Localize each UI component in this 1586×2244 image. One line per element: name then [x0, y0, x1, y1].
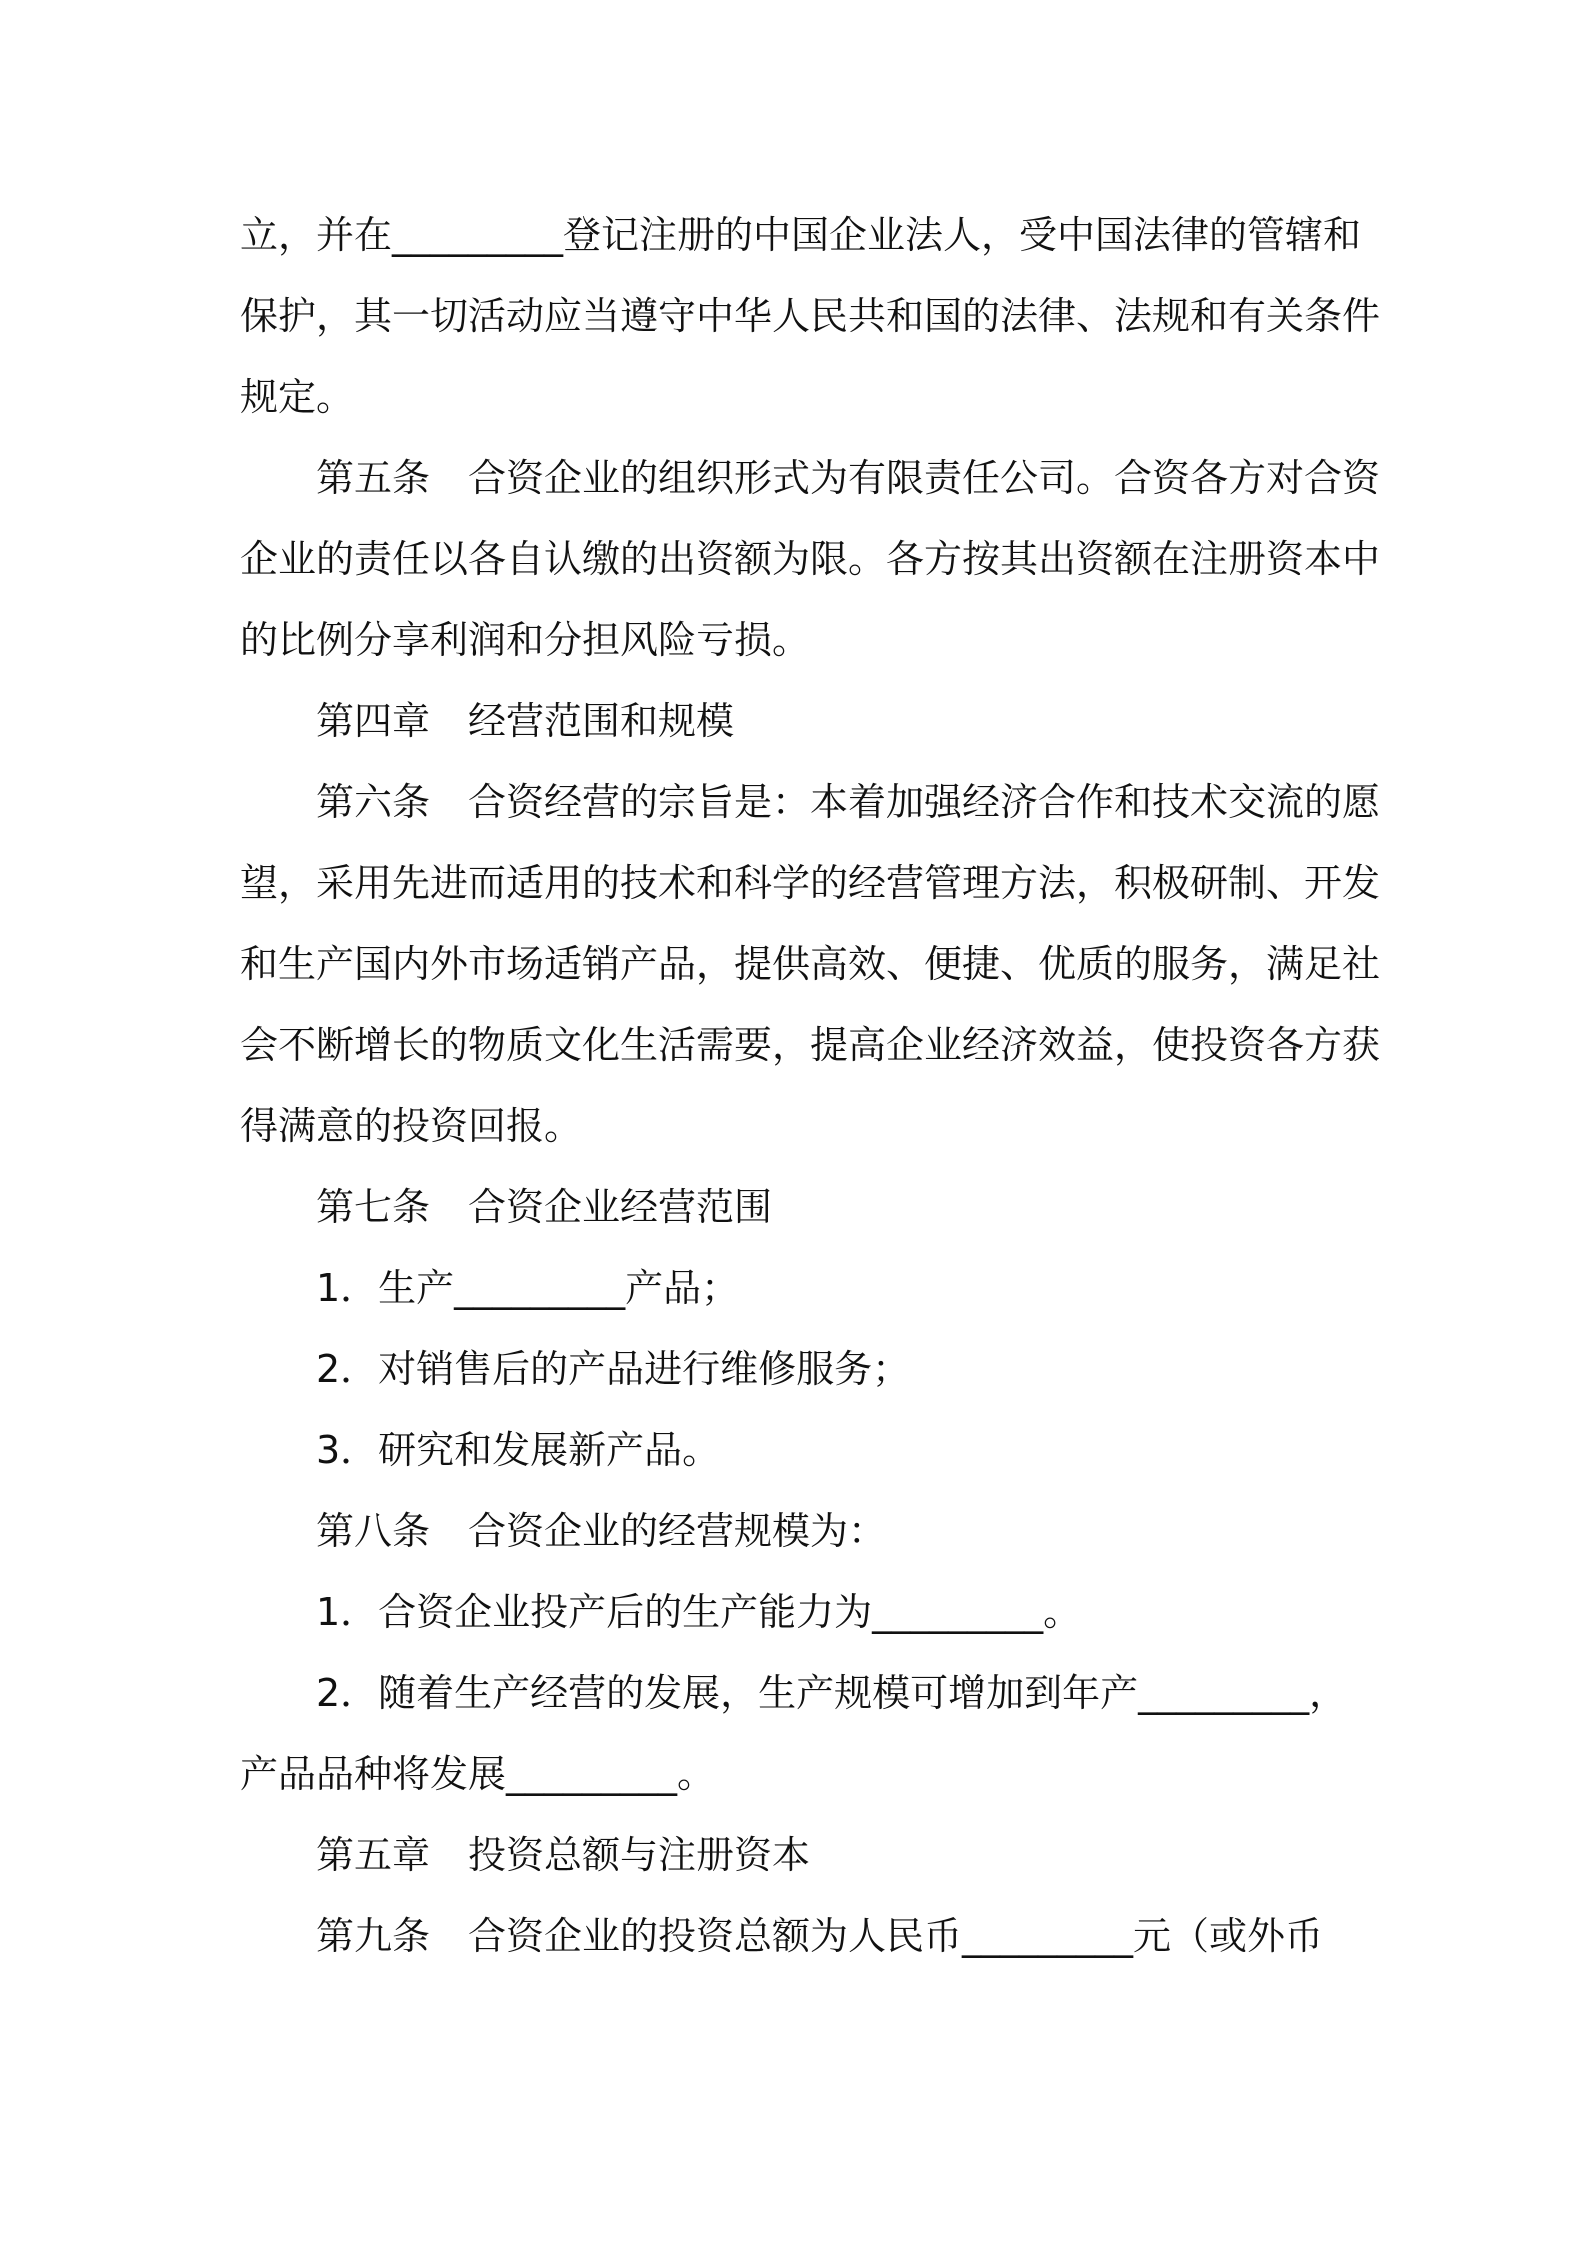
- text-line: 产品品种将发展_________。: [240, 1752, 716, 1796]
- text-line: 望，采用先进而适用的技术和科学的经营管理方法，积极研制、开发: [240, 861, 1381, 905]
- text-line: 企业的责任以各自认缴的出资额为限。各方按其出资额在注册资本中: [240, 537, 1381, 581]
- list-item: 3．研究和发展新产品。: [316, 1428, 721, 1472]
- article-heading-line: 第七条 合资企业经营范围: [316, 1185, 773, 1229]
- text-line: 规定。: [240, 375, 355, 419]
- article-heading-line: 第六条 合资经营的宗旨是：本着加强经济合作和技术交流的愿: [316, 780, 1381, 824]
- list-item: 1．合资企业投产后的生产能力为_________。: [316, 1590, 1082, 1634]
- text-line: 的比例分享利润和分担风险亏损。: [240, 618, 811, 662]
- list-item: 1．生产_________产品；: [316, 1266, 740, 1310]
- list-item: 2．随着生产经营的发展，生产规模可增加到年产_________，: [316, 1671, 1348, 1715]
- text-line: 立，并在_________登记注册的中国企业法人，受中国法律的管辖和: [240, 213, 1362, 257]
- article-heading-line: 第五条 合资企业的组织形式为有限责任公司。合资各方对合资: [316, 456, 1381, 500]
- article-heading-line: 第九条 合资企业的投资总额为人民币_________元（或外币: [316, 1914, 1324, 1958]
- article-heading-line: 第八条 合资企业的经营规模为：: [316, 1509, 887, 1553]
- text-line: 会不断增长的物质文化生活需要，提高企业经济效益，使投资各方获: [240, 1023, 1381, 1067]
- chapter-heading: 第五章 投资总额与注册资本: [316, 1833, 811, 1877]
- text-line: 得满意的投资回报。: [240, 1104, 583, 1148]
- text-line: 保护，其一切活动应当遵守中华人民共和国的法律、法规和有关条件: [240, 294, 1381, 338]
- text-line: 和生产国内外市场适销产品，提供高效、便捷、优质的服务，满足社: [240, 942, 1381, 986]
- list-item: 2．对销售后的产品进行维修服务；: [316, 1347, 911, 1391]
- chapter-heading: 第四章 经营范围和规模: [316, 699, 735, 743]
